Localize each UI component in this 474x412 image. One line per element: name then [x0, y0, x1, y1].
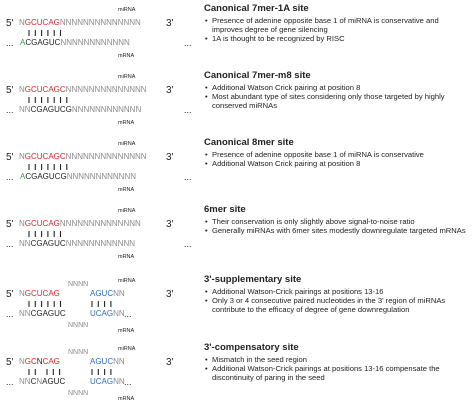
bullet-item: • Additional Watson-Crick pairings at positions 13-16	[204, 288, 470, 297]
supplementary-pair-bars	[92, 301, 111, 307]
bullet-item: • 1A is thought to be recognized by RISC	[204, 35, 470, 44]
bullet-item: • Presence of adenine opposite base 1 of miRNA is conservative	[204, 151, 470, 160]
mrna-seed: CGAGUCG	[25, 172, 67, 181]
panel-3-compensatory	[0, 340, 474, 406]
mirna-seed-part-a: GC	[24, 357, 37, 366]
mrna-label: mRNA	[118, 254, 135, 260]
panel-title: 3'-compensatory site	[204, 342, 299, 353]
mrna-seed: CGAGUC	[25, 38, 61, 47]
base-pair-bars	[29, 97, 67, 103]
bullet-item: • Generally miRNAs with 6mer sites modestly downregulate targeted mRNAs	[204, 227, 470, 236]
mrna-ellipsis: ...	[6, 239, 14, 249]
mrna-prefix: NN	[19, 377, 31, 386]
base-pair-bars	[29, 369, 35, 375]
mrna-ellipsis: ...	[6, 309, 14, 319]
mirna-bulge-loop: NNNN	[68, 349, 89, 356]
mrna-mismatch: N	[36, 377, 43, 386]
three-prime-label: 3'	[166, 152, 174, 163]
five-prime-label: 5'	[6, 85, 14, 96]
mrna-end: NN	[113, 309, 125, 318]
mirna-tail: NNNNNNNNNNNNNN	[59, 219, 141, 228]
mirna-label: miRNA	[118, 208, 136, 214]
mirna-mismatch: N	[36, 357, 43, 366]
three-prime-label: 3'	[166, 219, 174, 230]
mirna-strand	[19, 152, 147, 161]
mirna-seed: GCUCAGC	[24, 85, 66, 94]
mrna-seed-part-a: C	[30, 377, 37, 386]
mirna-prefix: N	[19, 357, 25, 366]
mrna-supplementary: UCAG	[90, 309, 114, 318]
panel-title: Canonical 7mer-1A site	[204, 3, 309, 14]
mrna-prefix: NN	[19, 105, 31, 114]
bullet-item: • Additional Watson Crick pairing at position 8	[204, 84, 470, 93]
panel-description	[204, 3, 470, 44]
mirna-label: miRNA	[118, 7, 136, 13]
mrna-bulge-loop: NNNN	[68, 390, 89, 397]
mirna-strand	[19, 18, 141, 27]
mrna-strand	[19, 239, 135, 248]
mrna-ellipsis: ...	[6, 38, 14, 48]
bullet-item: • Mismatch in the seed region	[204, 356, 470, 365]
mrna-label: mRNA	[118, 120, 135, 126]
bullet-item: • Most abundant type of sites considering only those targeted by highly conserved miRNAs	[204, 93, 470, 111]
mrna-ellipsis: ...	[6, 105, 14, 115]
mrna-tail: NNNNNNNNNNNN	[71, 105, 142, 114]
bullet-item: • Presence of adenine opposite base 1 of miRNA is conservative and improves degree of gene silencing	[204, 17, 470, 35]
mirna-supplementary: AGUC	[90, 289, 114, 298]
panel-3-supplementary	[0, 272, 474, 338]
mirna-label: miRNA	[118, 74, 136, 80]
panel-title: Canonical 7mer-m8 site	[204, 70, 311, 81]
five-prime-label: 5'	[6, 289, 14, 300]
mrna-ellipsis-end: ...	[124, 377, 132, 387]
mrna-seed: CGAGUCG	[30, 105, 72, 114]
mrna-supplementary: UCAG	[90, 377, 114, 386]
panel-8mer	[0, 137, 474, 203]
panel-description	[204, 70, 470, 111]
five-prime-label: 5'	[6, 152, 14, 163]
mirna-tail: NNNNNNNNNNNNNN	[59, 18, 141, 27]
panel-7mer-1a	[0, 3, 474, 69]
mirna-seed: GCUCAG	[24, 18, 60, 27]
five-prime-label: 5'	[6, 18, 14, 29]
mirna-label: miRNA	[118, 346, 136, 352]
mrna-adenine: A	[20, 172, 26, 181]
diagram-3-compensatory	[6, 340, 192, 406]
mrna-seed: CGAGUC	[30, 239, 66, 248]
diagram-7mer-m8	[6, 70, 192, 136]
mrna-supplementary-segment	[90, 309, 125, 318]
mirna-supplementary-segment	[90, 289, 125, 298]
five-prime-label: 5'	[6, 357, 14, 368]
bullet-item: • Only 3 or 4 consecutive paired nucleotides in the 3' region of miRNAs contribute to the efficacy of degree of gene downregulation	[204, 297, 470, 315]
mrna-adenine: A	[20, 38, 26, 47]
mirna-prefix: N	[19, 152, 25, 161]
mrna-seed-part-b: AGUC	[42, 377, 66, 386]
mrna-label: mRNA	[118, 328, 135, 334]
mirna-seed-segment	[19, 289, 60, 298]
mrna-tail: NNNNNNNNNNNN	[65, 239, 136, 248]
mrna-seed-segment	[19, 309, 66, 318]
diagram-8mer	[6, 137, 192, 203]
diagram-7mer-1a	[6, 3, 192, 69]
panel-description	[204, 274, 470, 315]
diagram-3-supplementary	[6, 272, 192, 338]
mrna-tail: NNNNNNNNNNNN	[60, 38, 130, 47]
panel-title: 6mer site	[204, 204, 246, 215]
mirna-prefix: N	[19, 85, 25, 94]
panel-title: 3'-supplementary site	[204, 274, 302, 285]
mirna-supplementary: AGUC	[90, 357, 114, 366]
base-pair-bars-after-mismatch	[47, 369, 60, 375]
panel-6mer	[0, 204, 474, 270]
mirna-seed: GCUCAGC	[24, 152, 66, 161]
panel-7mer-m8	[0, 70, 474, 136]
bullet-item: • Additional Watson Crick pairing at position 8	[204, 160, 470, 169]
mrna-label: mRNA	[118, 53, 135, 59]
mirna-seed: GCUCAG	[24, 289, 60, 298]
mrna-ellipsis-end: ...	[184, 172, 192, 182]
mirna-end: NN	[113, 289, 125, 298]
mirna-end: NN	[113, 357, 125, 366]
mrna-strand	[19, 105, 141, 114]
bullet-item: • Additional Watson-Crick pairings at positions 13-16 compensate the discontinuity of paring in the seed	[204, 365, 470, 383]
mrna-supplementary-segment	[90, 377, 125, 386]
mrna-bulge-loop: NNNN	[68, 322, 89, 329]
mirna-tail: NNNNNNNNNNNNNN	[65, 85, 147, 94]
mirna-seed-segment	[19, 357, 60, 366]
mirna-prefix: N	[19, 18, 25, 27]
mrna-ellipsis: ...	[6, 377, 14, 387]
base-pair-bars	[29, 30, 61, 36]
panel-title: Canonical 8mer site	[204, 137, 294, 148]
mirna-tail: NNNNNNNNNNNNNN	[65, 152, 147, 161]
compensatory-pair-bars	[92, 369, 111, 375]
mirna-prefix: N	[19, 289, 25, 298]
mirna-bulge-loop: NNNN	[68, 281, 89, 288]
mirna-label: miRNA	[118, 278, 136, 284]
base-pair-bars	[29, 301, 61, 307]
base-pair-bars	[29, 231, 61, 237]
panel-description	[204, 204, 470, 236]
mrna-label: mRNA	[118, 187, 135, 193]
three-prime-label: 3'	[166, 85, 174, 96]
mirna-seed-part-b: CAG	[42, 357, 60, 366]
diagram-6mer	[6, 204, 192, 270]
mrna-strand	[20, 172, 136, 181]
panel-description	[204, 342, 470, 383]
mirna-seed: GCUCAG	[24, 219, 60, 228]
mirna-strand	[19, 85, 147, 94]
base-pair-bars	[29, 164, 67, 170]
three-prime-label: 3'	[166, 289, 174, 300]
mrna-ellipsis-end: ...	[124, 309, 132, 319]
bullet-item: • Their conservation is only slightly above signal-to-noise ratio	[204, 218, 470, 227]
mrna-ellipsis-end: ...	[184, 105, 192, 115]
mrna-prefix: NN	[19, 239, 31, 248]
mrna-end: NN	[113, 377, 125, 386]
mrna-tail: NNNNNNNNNNNN	[66, 172, 137, 181]
mrna-label: mRNA	[118, 396, 135, 402]
mrna-ellipsis: ...	[6, 172, 14, 182]
mrna-seed: CGAGUC	[30, 309, 66, 318]
five-prime-label: 5'	[6, 219, 14, 230]
mrna-prefix: NN	[19, 309, 31, 318]
mirna-label: miRNA	[118, 141, 136, 147]
mrna-ellipsis-end: ...	[184, 239, 192, 249]
mrna-seed-segment	[19, 377, 65, 386]
mirna-supplementary-segment	[90, 357, 125, 366]
panel-description	[204, 137, 470, 169]
mrna-strand	[20, 38, 130, 47]
mirna-prefix: N	[19, 219, 25, 228]
three-prime-label: 3'	[166, 357, 174, 368]
mirna-strand	[19, 219, 141, 228]
mrna-ellipsis-end: ...	[184, 38, 192, 48]
three-prime-label: 3'	[166, 18, 174, 29]
